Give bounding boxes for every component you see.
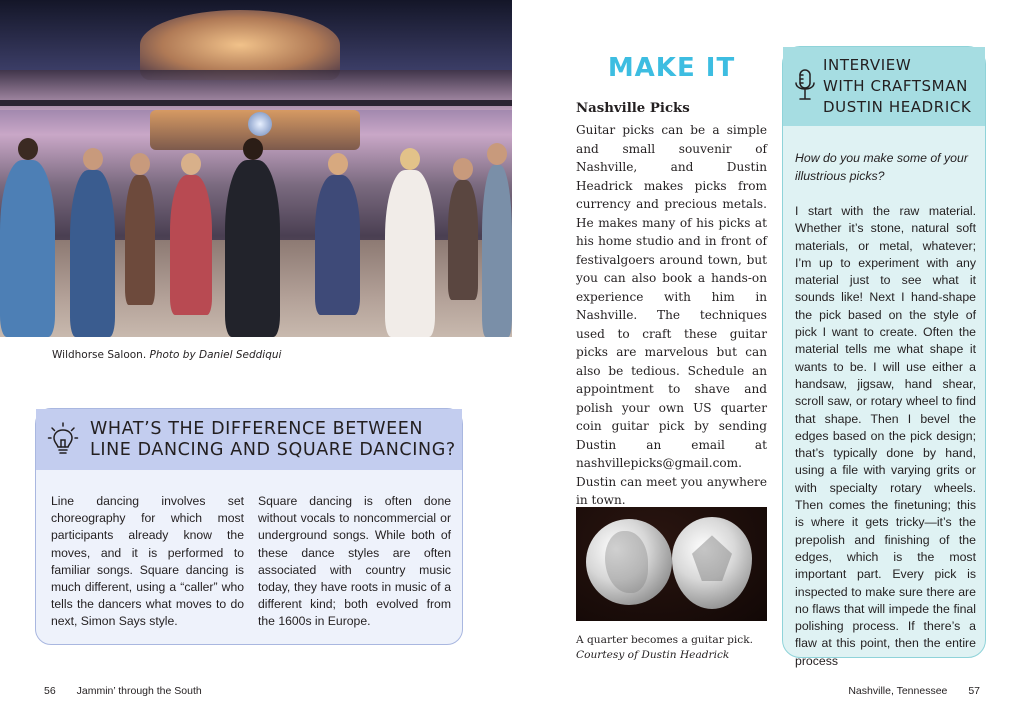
interview-title-line3: DUSTIN HEADRICK bbox=[823, 98, 972, 116]
article-body: Guitar picks can be a simple and small souvenir of Nashville, and Dustin Headrick makes picks from currency and precious metals. He makes many of his picks at his home studio and in front of festivalgoers around town, but you can also book a hands-on experience with him in Nashville. The techniques used to craft these guitar picks are marvelous but can also be tedious. Schedule an appointment to shave and polish your own US quarter coin guitar pick by sending Dustin an email at nashvillepicks@gmail.com. Dustin can meet you anywhere in town. bbox=[576, 123, 767, 507]
quarter-coin bbox=[586, 519, 672, 605]
dance-hall-photo bbox=[0, 0, 512, 337]
sidebar-header bbox=[36, 409, 462, 470]
lightbulb-icon bbox=[48, 422, 78, 458]
running-head-section: Nashville, Tennessee bbox=[848, 685, 948, 697]
article-title: Nashville Picks bbox=[576, 101, 690, 116]
photo-caption bbox=[52, 349, 281, 361]
guitar-pick-coin bbox=[672, 517, 752, 609]
sidebar-column-1: Line dancing involves set choreography for which most participants already know the moves, and it is performed to familiar songs. Square dancing is much different, using a “caller” who tells the dancers what moves to do next, Simon Says style. bbox=[51, 494, 244, 629]
sidebar-body bbox=[51, 493, 451, 631]
microphone-icon bbox=[793, 69, 817, 105]
sidebar-column-2: Square dancing is often done without vocals to noncommercial or underground songs. While both of these dance styles are often associated with country music today, they have roots in music of a different kind; both evolved from the 1600s in Europe. bbox=[258, 494, 451, 629]
page-number-left: 56 bbox=[44, 685, 56, 697]
footer-left bbox=[44, 685, 202, 697]
interview-sidebar bbox=[782, 46, 986, 668]
interview-answer: I start with the raw material. Whether it’s stone, natural soft materials, or metal, whatever; I’m up to experiment with any material just to see what it sounds like! Next I hand-shape the pick based on the style of pick I want to create. Often the material tells me what shape it wants to be. I will use either a handsaw, jigsaw, hand shear, scroll saw, or rotary wheel to find that shape. Then I bevel the edges based on the pick design; that’s typically done by hand, using a file with varying grits or with specialty rotary wheels. Then comes the finetuning; this is where it gets tricky—it’s the prepolish and finishing of the edges, which is the most important part. Every pick is inspected to make sure there are no flaws that will impede the final polishing process. If there’s a flaw at this point, then the entire process bbox=[795, 204, 976, 668]
interview-title-line2: WITH CRAFTSMAN bbox=[823, 77, 968, 95]
caption-place: Wildhorse Saloon. bbox=[52, 349, 147, 361]
coin-caption-text: A quarter becomes a guitar pick. bbox=[576, 634, 754, 646]
sidebar-title bbox=[90, 419, 456, 461]
sidebar-title-line2: LINE DANCING AND SQUARE DANCING? bbox=[90, 439, 456, 460]
interview-question: How do you make some of your illustrious picks? bbox=[795, 151, 968, 183]
sidebar-title-line1: WHAT’S THE DIFFERENCE BETWEEN bbox=[90, 418, 424, 439]
running-head-book-title: Jammin’ through the South bbox=[76, 685, 202, 697]
interview-title-line1: INTERVIEW bbox=[823, 56, 912, 74]
coin-caption-credit: Courtesy of Dustin Headrick bbox=[576, 649, 730, 661]
interview-header bbox=[783, 47, 985, 126]
page-number-right: 57 bbox=[968, 685, 980, 697]
coin-pick-photo bbox=[576, 507, 767, 621]
coin-photo-caption bbox=[576, 633, 753, 663]
footer-right bbox=[848, 685, 980, 697]
dance-difference-sidebar bbox=[35, 408, 463, 645]
interview-title bbox=[823, 55, 971, 118]
caption-credit: Photo by Daniel Seddiqui bbox=[149, 349, 282, 361]
section-heading: MAKE IT bbox=[607, 53, 736, 83]
